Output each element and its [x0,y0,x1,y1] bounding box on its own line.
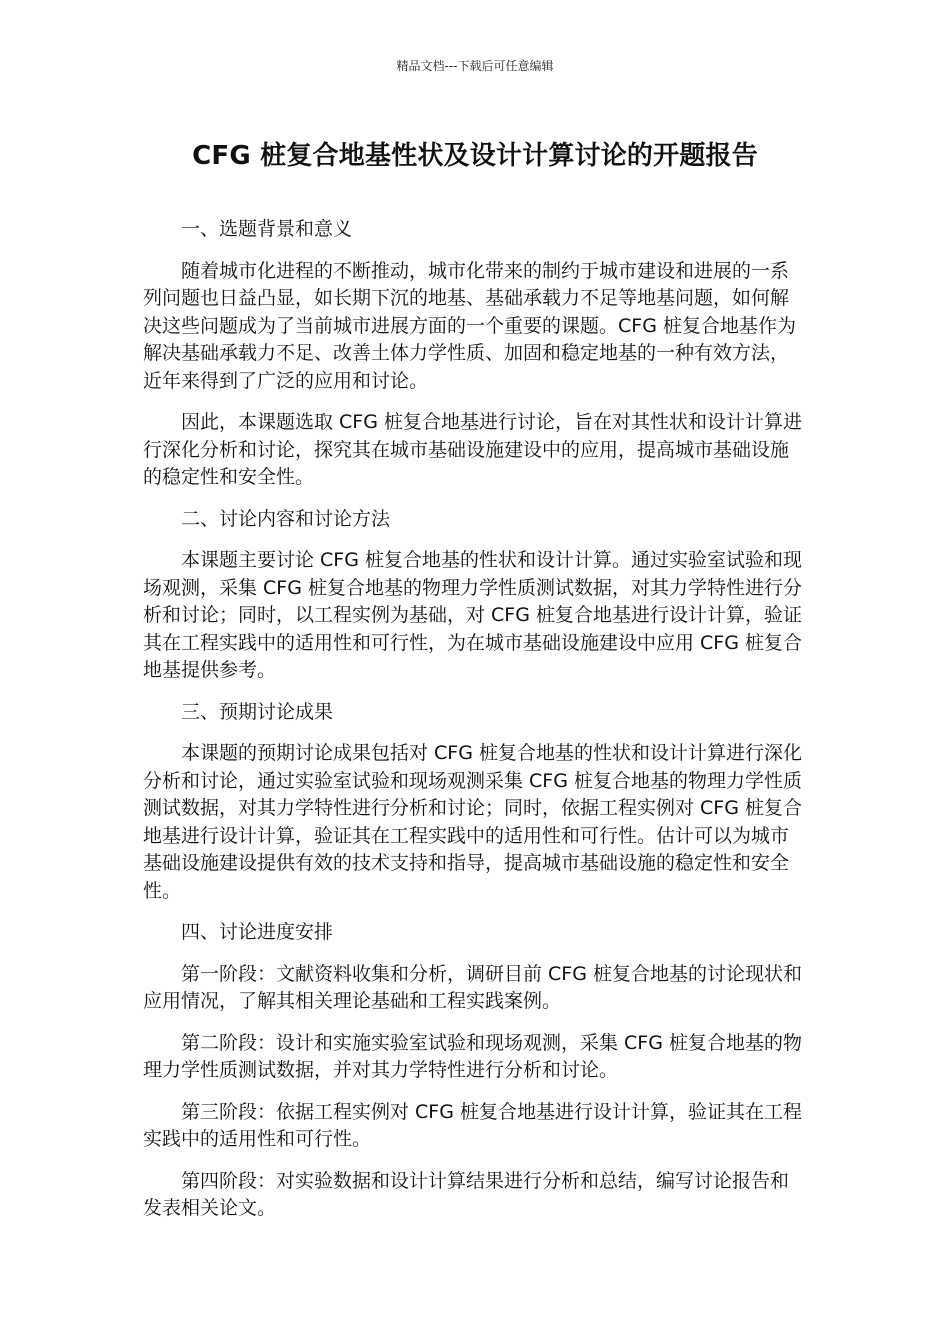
section-heading-schedule: 四、讨论进度安排 [181,921,334,943]
paragraph-background-2: 因此，本课题选取 CFG 桩复合地基进行讨论，旨在对其性状和设计计算进行深化分析和讨论，探究其在城市基础设施建设中的应用，提高城市基础设施的稳定性和安全性。 [143,411,802,488]
paragraph-expected-results-1: 本课题的预期讨论成果包括对 CFG 桩复合地基的性状和设计计算进行深化分析和讨论，通过实验室试验和现场观测采集 CFG 桩复合地基的物理力学性质测试数据，对其力学特性进行分析和讨论；同时，依据工程实例对 CFG 桩复合地基进行设计计算，验证其在工程实践中的适用性和可行性。估计可以为城市基础设施建设提供有效的技术支持和指导，提高城市基础设施的稳定性和安全性。 [143,742,802,902]
header-note: 精品文档---下载后可任意编辑 [396,59,554,73]
paragraph-schedule-stage-2: 第二阶段：设计和实施实验室试验和现场观测，采集 CFG 桩复合地基的物理力学性质测试数据，并对其力学特性进行分析和讨论。 [143,1031,802,1081]
paragraph-schedule-stage-4: 第四阶段：对实验数据和设计计算结果进行分析和总结，编写讨论报告和发表相关论文。 [143,1169,790,1219]
section-heading-background: 一、选题背景和意义 [181,218,353,240]
section-heading-content-methods: 二、讨论内容和讨论方法 [181,507,391,530]
paragraph-schedule-stage-3: 第三阶段：依据工程实例对 CFG 桩复合地基进行设计计算，验证其在工程实践中的适用性和可行性。 [143,1100,802,1150]
section-heading-expected-results: 三、预期讨论成果 [181,700,334,723]
paragraph-content-methods-1: 本课题主要讨论 CFG 桩复合地基的性状和设计计算。通过实验室试验和现场观测，采集 CFG 桩复合地基的物理力学性质测试数据，对其力学特性进行分析和讨论；同时，以工程实例为基础，对 CFG 桩复合地基进行设计计算，验证其在工程实践中的适用性和可行性，为在城市基础设施建设中应用 CFG 桩复合地基提供参考。 [143,549,802,681]
paragraph-background-1: 随着城市化进程的不断推动，城市化带来的制约于城市建设和进展的一系列问题也日益凸显，如长期下沉的地基、基础承载力不足等地基问题，如何解决这些问题成为了当前城市进展方面的一个重要的课题。CFG 桩复合地基作为解决基础承载力不足、改善土体力学性质、加固和稳定地基的一种有效方法，近年来得到了广泛的应用和讨论。 [143,259,796,392]
document-body [143,216,805,1237]
document-title: CFG 桩复合地基性状及设计计算讨论的开题报告 [192,141,758,171]
paragraph-schedule-stage-1: 第一阶段：文献资料收集和分析，调研目前 CFG 桩复合地基的讨论现状和应用情况，了解其相关理论基础和工程实践案例。 [143,962,802,1012]
